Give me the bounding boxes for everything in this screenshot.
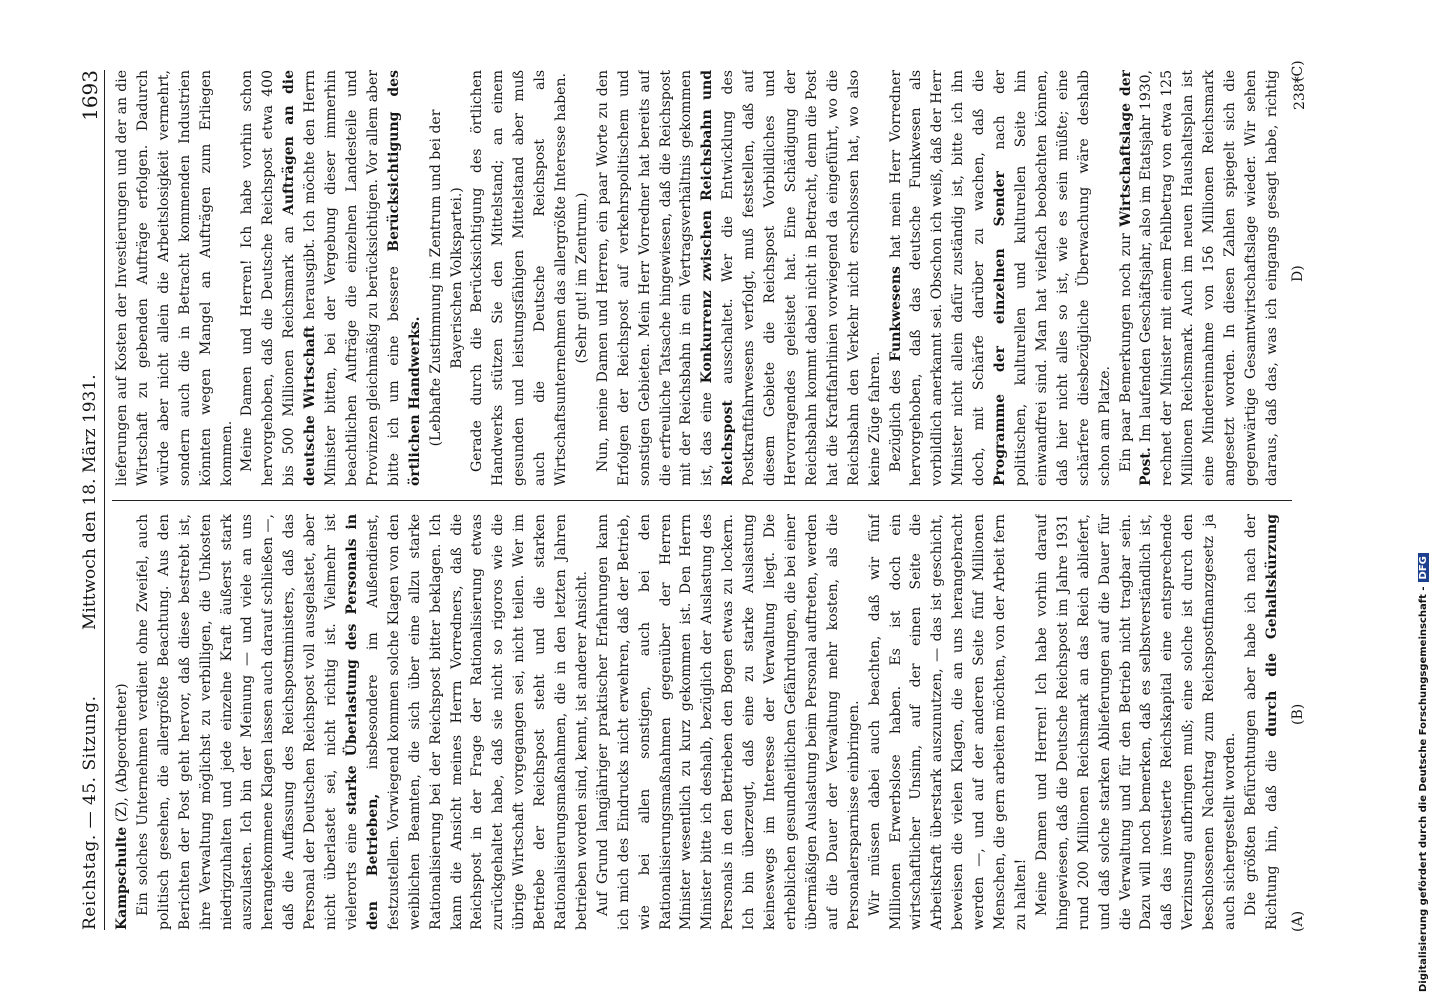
speaker-party: (Z),: [114, 797, 130, 823]
rotated-page: [78, 60, 1318, 932]
running-head-title: Reichstag. — 45. Sitzung.: [80, 695, 100, 930]
paragraph: Meine Damen und Herren! Ich habe vorhin darauf hingewiesen, daß die Deutsche Reichspost im Jahre 1931 rund 200 Millionen Reichsmark an das Reich abliefert, und daß solche starken Ablieferungen auf die Dauer für die Verwaltung und für den Betrieb nicht tragbar sein. Dazu will noch bemerken, daß es selbstverständlich ist, daß das investierte Reichskapital eine entsprechende Verzinsung aufbringen muß; eine solche ist durch den beschlossenen Nachtrag zum Reichspostfinanzgesetz ja auch sichergestellt worden.: [1033, 514, 1239, 930]
paragraph: lieferungen auf Kosten der Investierungen und der an die Wirtschaft zu gebenden Aufträge erfolgen. Dadurch würde aber nicht allein die Arbeitslosigkeit vermehrt, sondern auch die in Betracht kommenden Industrien könnten wegen Mangel an Aufträgen zum Erliegen kommen.: [114, 70, 235, 486]
paragraph: Ein solches Unternehmen verdient ohne Zweifel, auch politisch gesehen, die allergrößte Beachtung. Aus den Berichten der Post geht hervor, daß diese bestrebt ist, ihre Verwaltung möglichst zu verbilligen, die Unkosten niedrigzuhalten und jede einzelne Kraft äußerst stark auszulasten. Ich bin der Meinung — und viele an uns herangekommene Klagen lassen auch darauf schließen —, daß die Auffassung des Reichspostministers, daß das Personal der Deutschen Reichspost voll ausgelastet, aber nicht überlastet sei, nicht richtig ist. Vielmehr ist vielerorts eine starke Überlastung des Personals in den Betrieben, insbesondere im Außendienst, festzustellen. Vorwiegend kommen solche Klagen von den weiblichen Beamten, die sich über eine allzu starke Rationalisierung bei der Reichspost bitter beklagen. Ich kann die Ansicht meines Herrn Vorredners, daß die Reichspost in der Frage der Rationalisierung etwas zurückgehaltet habe, daß sie nicht so rigoros wie die übrige Wirtschaft vorgegangen sei, nicht teilen. Wer im Betriebe der Reichspost steht und die starken Rationalisierungsmaßnahmen, die in den letzten Jahren betrieben worden sind, kennt, ist anderer Ansicht.: [134, 514, 590, 930]
speaker-role: (Abgeordneter): [114, 683, 130, 793]
paragraph: Bezüglich des Funkwesens hat mein Herr Vorredner hervorgehoben, daß das deutsche Funkwesen als vorbildlich anerkannt sei. Obschon ich weiß, daß der Herr Minister nicht allein dafür zuständig ist, bitte ich ihn doch, mit Schärfe darüber zu wachen, daß die Programme der einzelnen Sender nach der politischen, kulturellen und kulturellen Seite hin einwandfrei sind. Man hat vielfach beobachten können, daß hier nicht alles so ist, wie es sein müßte; eine schärfere diesbezügliche Überwachung wäre deshalb schon am Platze.: [887, 70, 1113, 486]
paragraph: Gerade durch die Berücksichtigung des örtlichen Handwerks stützen Sie den Mittelstand; an einem gesunden und leistungsfähigen Mittelstand aber muß auch die Deutsche Reichspost als Wirtschaftsunternehmen das allergrößte Interesse haben.: [469, 70, 570, 486]
interjection: (Lebhafte Zustimmung im Zentrum und bei der Bayerischen Volkspartei.): [427, 109, 465, 447]
digitization-note: Digitalisierung gefördert durch die Deutsche Forschungsgemeinschaft -DFG: [1418, 553, 1429, 992]
paragraph: Ein paar Bemerkungen noch zur Wirtschaftslage der Post. Im laufenden Geschäftsjahr, also im Etatsjahr 1930, rechnet der Minister mit einem Fehlbetrag von etwa 125 Millionen Reichsmark. Auch im neuen Haushaltsplan ist eine Mindereinnahme von 156 Millionen Reichsmark angesetzt worden. In diesen Zahlen spiegelt sich die gegenwärtige Gesamtwirtschaftslage wieder. Wir sehen daraus, daß das, was ich eingangs gesagt habe, richtig: [1117, 70, 1280, 486]
paragraph: Auf Grund langjähriger praktischer Erfahrungen kann ich mich des Eindrucks nicht erwehren, daß der Betrieb, wie bei allen sonstigen, auch bei den Rationalisierungsmaßnahmen gegenüber der Herren Minister wesentlich zu kurz gekommen ist. Den Herrn Minister bitte ich deshalb, bezüglich der Auslastung des Personals in den Betrieben den Bogen etwas zu lockern. Ich bin überzeugt, daß eine zu starke Auslastung keineswegs im Interesse der Verwaltung liegt. Die erheblichen gesundheitlichen Gefährdungen, die bei einer übermäßigen Auslastung beim Personal auftreten, werden auf die Dauer der Verwaltung mehr kosten, als die Personalersparnisse einbringen.: [594, 514, 862, 930]
signature-mark: 238*: [1292, 76, 1308, 110]
margin-letter-d: D): [1290, 265, 1306, 282]
margin-letter-a: (A): [1290, 910, 1306, 932]
paragraph: Nun, meine Damen und Herren, ein paar Worte zu den Erfolgen der Reichspost auf verkehrspolitischem und sonstigen Gebieten. Mein Herr Vorredner hat bereits auf die erfreuliche Tatsache hingewiesen, daß die Reichspost mit der Reichsbahn in ein Vertragsverhältnis gekommen ist, das eine Konkurrenz zwischen Reichsbahn und Reichspost ausschaltet. Wer die Entwicklung des Postkraftfahrwesens verfolgt, muß feststellen, daß auf diesem Gebiete die Reichspost Vorbildliches und Hervorragendes geleistet hat. Eine Schädigung der Reichsbahn kommt dabei nicht in Betracht, denn die Post hat die Kraftfahrlinien vorwiegend da eingeführt, wo die Reichsbahn den Verkehr nicht erschlossen hat, wo also keine Züge fahren.: [594, 70, 883, 486]
right-column: [112, 70, 1282, 486]
column-divider: [112, 500, 1292, 501]
left-column: [112, 514, 1282, 930]
speaker-name: Kampschulte: [114, 826, 130, 930]
running-head: [78, 70, 105, 930]
running-head-date: Mittwoch den 18. März 1931.: [80, 374, 100, 630]
margin-letter-c: (C): [1290, 60, 1306, 82]
interjection: (Sehr gut! im Zentrum.): [573, 192, 590, 364]
paragraph: Meine Damen und Herren! Ich habe vorhin schon hervorgehoben, daß die Deutsche Reichspost etwa 400 bis 500 Millionen Reichsmark an Aufträgen an die deutsche Wirtschaft herausgibt. Ich möchte den Herrn Minister bitten, bei der Vergebung dieser immerhin beachtlichen Aufträge die einzelnen Landesteile und Provinzen gleichmäßig zu berücksichtigen. Vor allem aber bitte ich um eine bessere Berücksichtigung des örtlichen Handwerks.: [239, 70, 423, 486]
speaker-line: [112, 514, 133, 930]
dfg-logo: DFG: [1418, 553, 1429, 582]
page-number: 1693: [78, 70, 102, 121]
paragraph: Die größten Befürchtungen aber habe ich nach der Richtung hin, daß die durch die Gehaltskürzung: [1242, 514, 1280, 930]
paragraph: Wir müssen dabei auch beachten, daß wir fünf Millionen Erwerbslose haben. Es ist doch ein wirtschaftlicher Unsinn, auf der einen Seite die Arbeitskraft überstark auszunutzen, — das ist geschicht, beweisen die vielen Klagen, die an uns herangebracht werden —, und auf der anderen Seite fünf Millionen Menschen, die gern arbeiten möchten, von der Arbeit fern zu halten!: [866, 514, 1029, 930]
margin-letter-b: (B): [1290, 703, 1306, 725]
